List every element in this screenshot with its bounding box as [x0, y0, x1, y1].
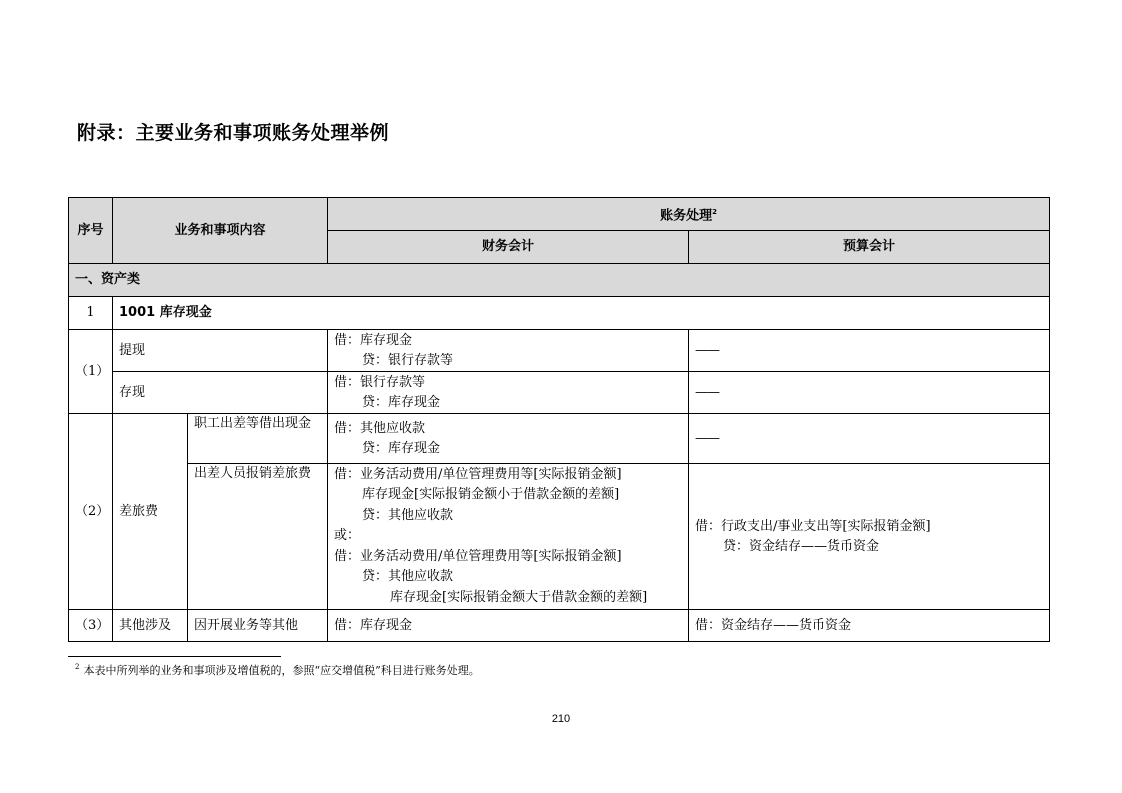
header-budget: 预算会计 — [689, 231, 1050, 264]
section-row — [69, 264, 1050, 297]
entry-line: 库存现金[实际报销金额小于借款金额的差额] — [362, 487, 620, 503]
entry-line: 库存现金[实际报销金额大于借款金额的差额] — [390, 589, 648, 605]
financial-entry — [328, 372, 689, 414]
footnote-mark: 2 — [75, 663, 80, 672]
entry-line: 贷：资金结存——货币资金 — [723, 538, 880, 554]
entry-line: 借：行政支出/事业支出等[实际报销金额] — [695, 518, 931, 534]
entry-line: 贷：其他应收款 — [362, 507, 454, 523]
budget-entry: —— — [689, 330, 1050, 372]
footnote-ref: 2 — [712, 207, 717, 216]
header-seq: 序号 — [69, 198, 113, 264]
entry-line: 贷：其他应收款 — [362, 569, 454, 585]
entry-line: 贷：库存现金 — [362, 440, 441, 456]
financial-entry — [328, 414, 689, 464]
table-row — [69, 372, 1050, 414]
budget-entry: —— — [689, 372, 1050, 414]
ledger-table — [68, 197, 1050, 642]
row-item: 提现 — [113, 330, 328, 372]
row-item: 存现 — [113, 372, 328, 414]
financial-entry: 借：库存现金 — [328, 610, 689, 642]
account-label: 1001 库存现金 — [113, 297, 1050, 330]
table-row — [69, 414, 1050, 464]
row-subitem: 职工出差等借出现金 — [188, 414, 328, 464]
account-seq: 1 — [69, 297, 113, 330]
entry-line: 贷：库存现金 — [362, 394, 441, 410]
budget-entry — [689, 464, 1050, 610]
page-title: 附录：主要业务和事项账务处理举例 — [77, 122, 390, 144]
row-subitem: 出差人员报销差旅费 — [188, 464, 328, 610]
header-financial: 财务会计 — [328, 231, 689, 264]
budget-entry: 借：资金结存——货币资金 — [689, 610, 1050, 642]
entry-line: 或： — [334, 528, 361, 544]
entry-line: 借：库存现金 — [334, 332, 413, 348]
header-content: 业务和事项内容 — [113, 198, 328, 264]
row-item: 其他涉及 — [113, 610, 188, 642]
row-seq: （3） — [69, 610, 113, 642]
table-row — [69, 330, 1050, 372]
entry-line: 借：业务活动费用/单位管理费用等[实际报销金额] — [334, 466, 622, 482]
table-row — [69, 464, 1050, 610]
financial-entry — [328, 464, 689, 610]
footnote — [75, 662, 480, 678]
entry-line: 借：银行存款等 — [334, 374, 426, 390]
account-row — [69, 297, 1050, 330]
entry-line: 借：业务活动费用/单位管理费用等[实际报销金额] — [334, 548, 622, 564]
row-seq: （1） — [69, 330, 113, 414]
footnote-divider — [68, 656, 281, 657]
footnote-text: 本表中所列举的业务和事项涉及增值税的，参照“应交增值税”科目进行账务处理。 — [83, 664, 480, 677]
entry-line: 借：其他应收款 — [334, 420, 426, 436]
budget-entry: —— — [689, 414, 1050, 464]
row-seq: （2） — [69, 414, 113, 610]
financial-entry — [328, 330, 689, 372]
row-subitem: 因开展业务等其他 — [188, 610, 328, 642]
page-number: 210 — [551, 713, 571, 725]
row-item: 差旅费 — [113, 414, 188, 610]
header-row-1 — [69, 198, 1050, 231]
header-processing — [328, 198, 1050, 231]
section-label: 一、资产类 — [69, 264, 1050, 297]
entry-line: 贷：银行存款等 — [362, 352, 454, 368]
header-processing-label: 账务处理 — [660, 208, 713, 224]
table-row — [69, 610, 1050, 642]
